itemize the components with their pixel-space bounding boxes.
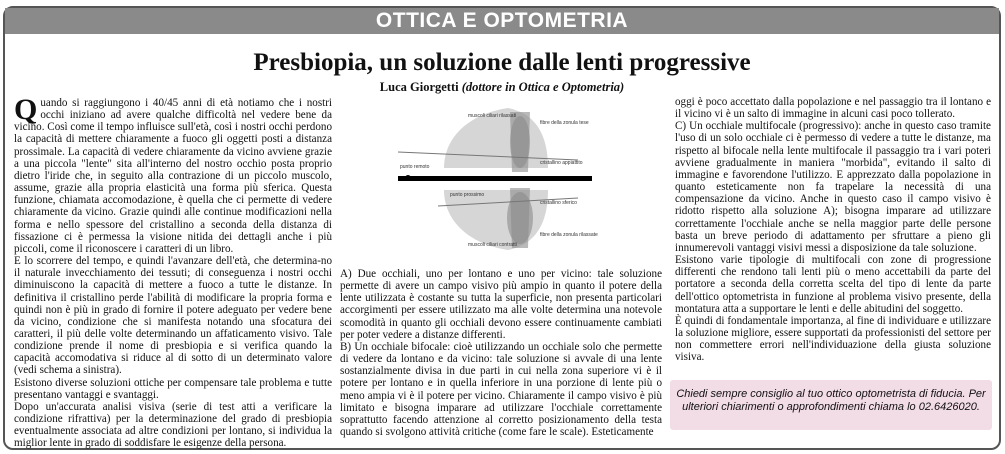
optical-axis [398,176,592,181]
column-1-text: uando si raggiungono i 40/45 anni di età notiamo che i nostri occhi iniziano ad avere qualche difficoltà nel vedere bene da vicino. Così come il tempo influisce sull'età, così i nostri occhi perdono la capacità di mettere chiaramente a fuoco gli oggetti posti a distanza prossimale. La capacità di vedere chiaramente da vicino avviene grazie a una piccola "lente" sita all'interno del nostro occhio posta proprio dietro l'iride che, in seguito alla contrazione di un piccolo muscolo, assume, grazie alla propria elasticità una forma più sferica. Questa funzione, chiamata accomodazione, è quella che ci permette di vedere chiaramente da vicino. Grazie quindi alle continue modificazioni nella forma e nello spessore del cristallino a seconda della distanza di fissazione ci è permessa la visione nitida dei dettagli anche i più piccoli, come il riconoscere i caratteri di un libro. E lo scorrere del tempo, e quindi l'avanzare dell'età, che determina-no il naturale invecchiamento dei tessuti; di conseguenza i nostri occhi diminuiscono la capacità di mettere a fuoco a tutte le distanze. In definitiva il cristallino perde l'abilità di modificare la propria forma e quindi non è più in grado di fornire il potere adeguato per vedere bene da vicino, condizione che si manifesta notando una sfocatura dei caratteri, il più delle volte determinando un affaticamento visivo. Tale condizione prende il nome di presbiopia e si verifica quando la capacità accomodativa si riduce al di sotto di un determinato valore (vedi schema a sinistra). Esistono diverse soluzioni ottiche per compensare tale problema e tutte presentano vantaggi e svantaggi. Dopo un'accurata analisi visiva (serie di test atti a verificare la condizione rifrattiva) per la determinazione del grado di presbiopia eventualmente associata ad altre condizioni per lontano, si individua la miglior lente in grado di soddisfare le esigenze della persona. [14,97,332,450]
drop-cap: Q [14,93,38,126]
article-column-3: oggi è poco accettato dalla popolazione e nel passaggio tra il lontano e il vicino vi è un salto di immagine in alcuni casi poco tollerato. C) Un occhiale multifocale (progressivo): anche in questo caso tramite l'uso di un solo occhiale ci è permesso di vedere a tutte le distanze, ma rispetto al bifocale nella lente multifocale il passaggio tra i vari poteri avviene gradualmente in maniera "morbida", evitando il salto di immagine e favorendone l'utilizzo. E apprezzato dalla popolazione in quanto esteticamente non fa trapelare la necessità di una compensazione da vicino. Anche in questo caso il campo visivo è ridotto rispetto alla soluzione A); bisogna imparare ad utilizzare correttamente l'occhiale anche se nella maggior parte delle persone basta un breve periodo di adattamento per sfruttare a pieno gli innumerevoli vantaggi visivi messi a disposizione da tale soluzione. Esistono varie tipologie di multifocali con zone di progressione differenti che rendono tali lenti più o meno accettabili da parte del portatore a seconda della corretta scelta del tipo di lente da parte dell'ottico optometrista in funzione al problema visivo presente, della montatura atta a supportare le lenti e delle abitudini del soggetto. È quindi di fondamentale importanza, al fine di individuare e utilizzare la soluzione migliore, essere supportati da professionisti del settore per non commettere errori nell'individuazione della giusta soluzione visiva. [675,96,991,364]
label-top-right: fibre della zonula tese [540,120,589,126]
label-bottom-right: fibre della zonula rilassate [540,232,598,238]
label-left-mid: punto remoto [400,164,430,170]
section-header: OTTICA E OPTOMETRIA [5,8,999,34]
label-bottom-left: punto prossimo [450,192,485,198]
author-name: Luca Giorgetti [379,80,459,94]
accommodation-diagram [398,98,598,262]
article-column-2: A) Due occhiali, uno per lontano e uno per vicino: tale soluzione permette di avere un campo visivo più ampio in quanto il potere della lente utilizzata è costante su tutta la superficie, non presenta particolari accorgimenti per essere utilizzato ma alle volte determina una notevole scomodità in quanto gli occhiali devono essere continuamente cambiati per poter vedere a distanze differenti. B) Un occhiale bifocale: cioè utilizzando un occhiale solo che permette di vedere da lontano e da vicino: tale soluzione si avvale di una lente sostanzialmente divisa in due parti in cui nella zona superiore vi è il potere per lontano e in quella inferiore in una porzione di lente più o meno ampia vi è il potere per vicino. Chiaramente il campo visivo è più limitato e bisogna imparare ad utilizzare l'occhiale correttamente soprattutto facendo attenzione al corretto posizionamento della testa quando si svolgono attività critiche (come fare le scale). Esteticamente [340,268,662,439]
label-top-left: muscoli ciliari rilassati [468,113,517,119]
byline [5,80,999,95]
label-right-upper: cristallino appiattito [540,160,583,166]
contact-note-box [670,380,992,430]
contact-note-text: Chiedi sempre consiglio al tuo ottico optometrista di fiducia. Per ulteriori chiarimenti o approfondimenti chiama lo 02.6426020. [676,388,986,413]
label-bottom-center: muscoli ciliari contratti [468,242,517,248]
article-title: Presbiopia, un soluzione dalle lenti progressive [253,49,751,76]
author-role: (dottore in Ottica e Optometria) [461,80,625,94]
article-column-1 [14,93,332,450]
eye-accommodation-illustration [398,98,598,262]
label-right-lower: cristallino sferico [540,200,577,206]
